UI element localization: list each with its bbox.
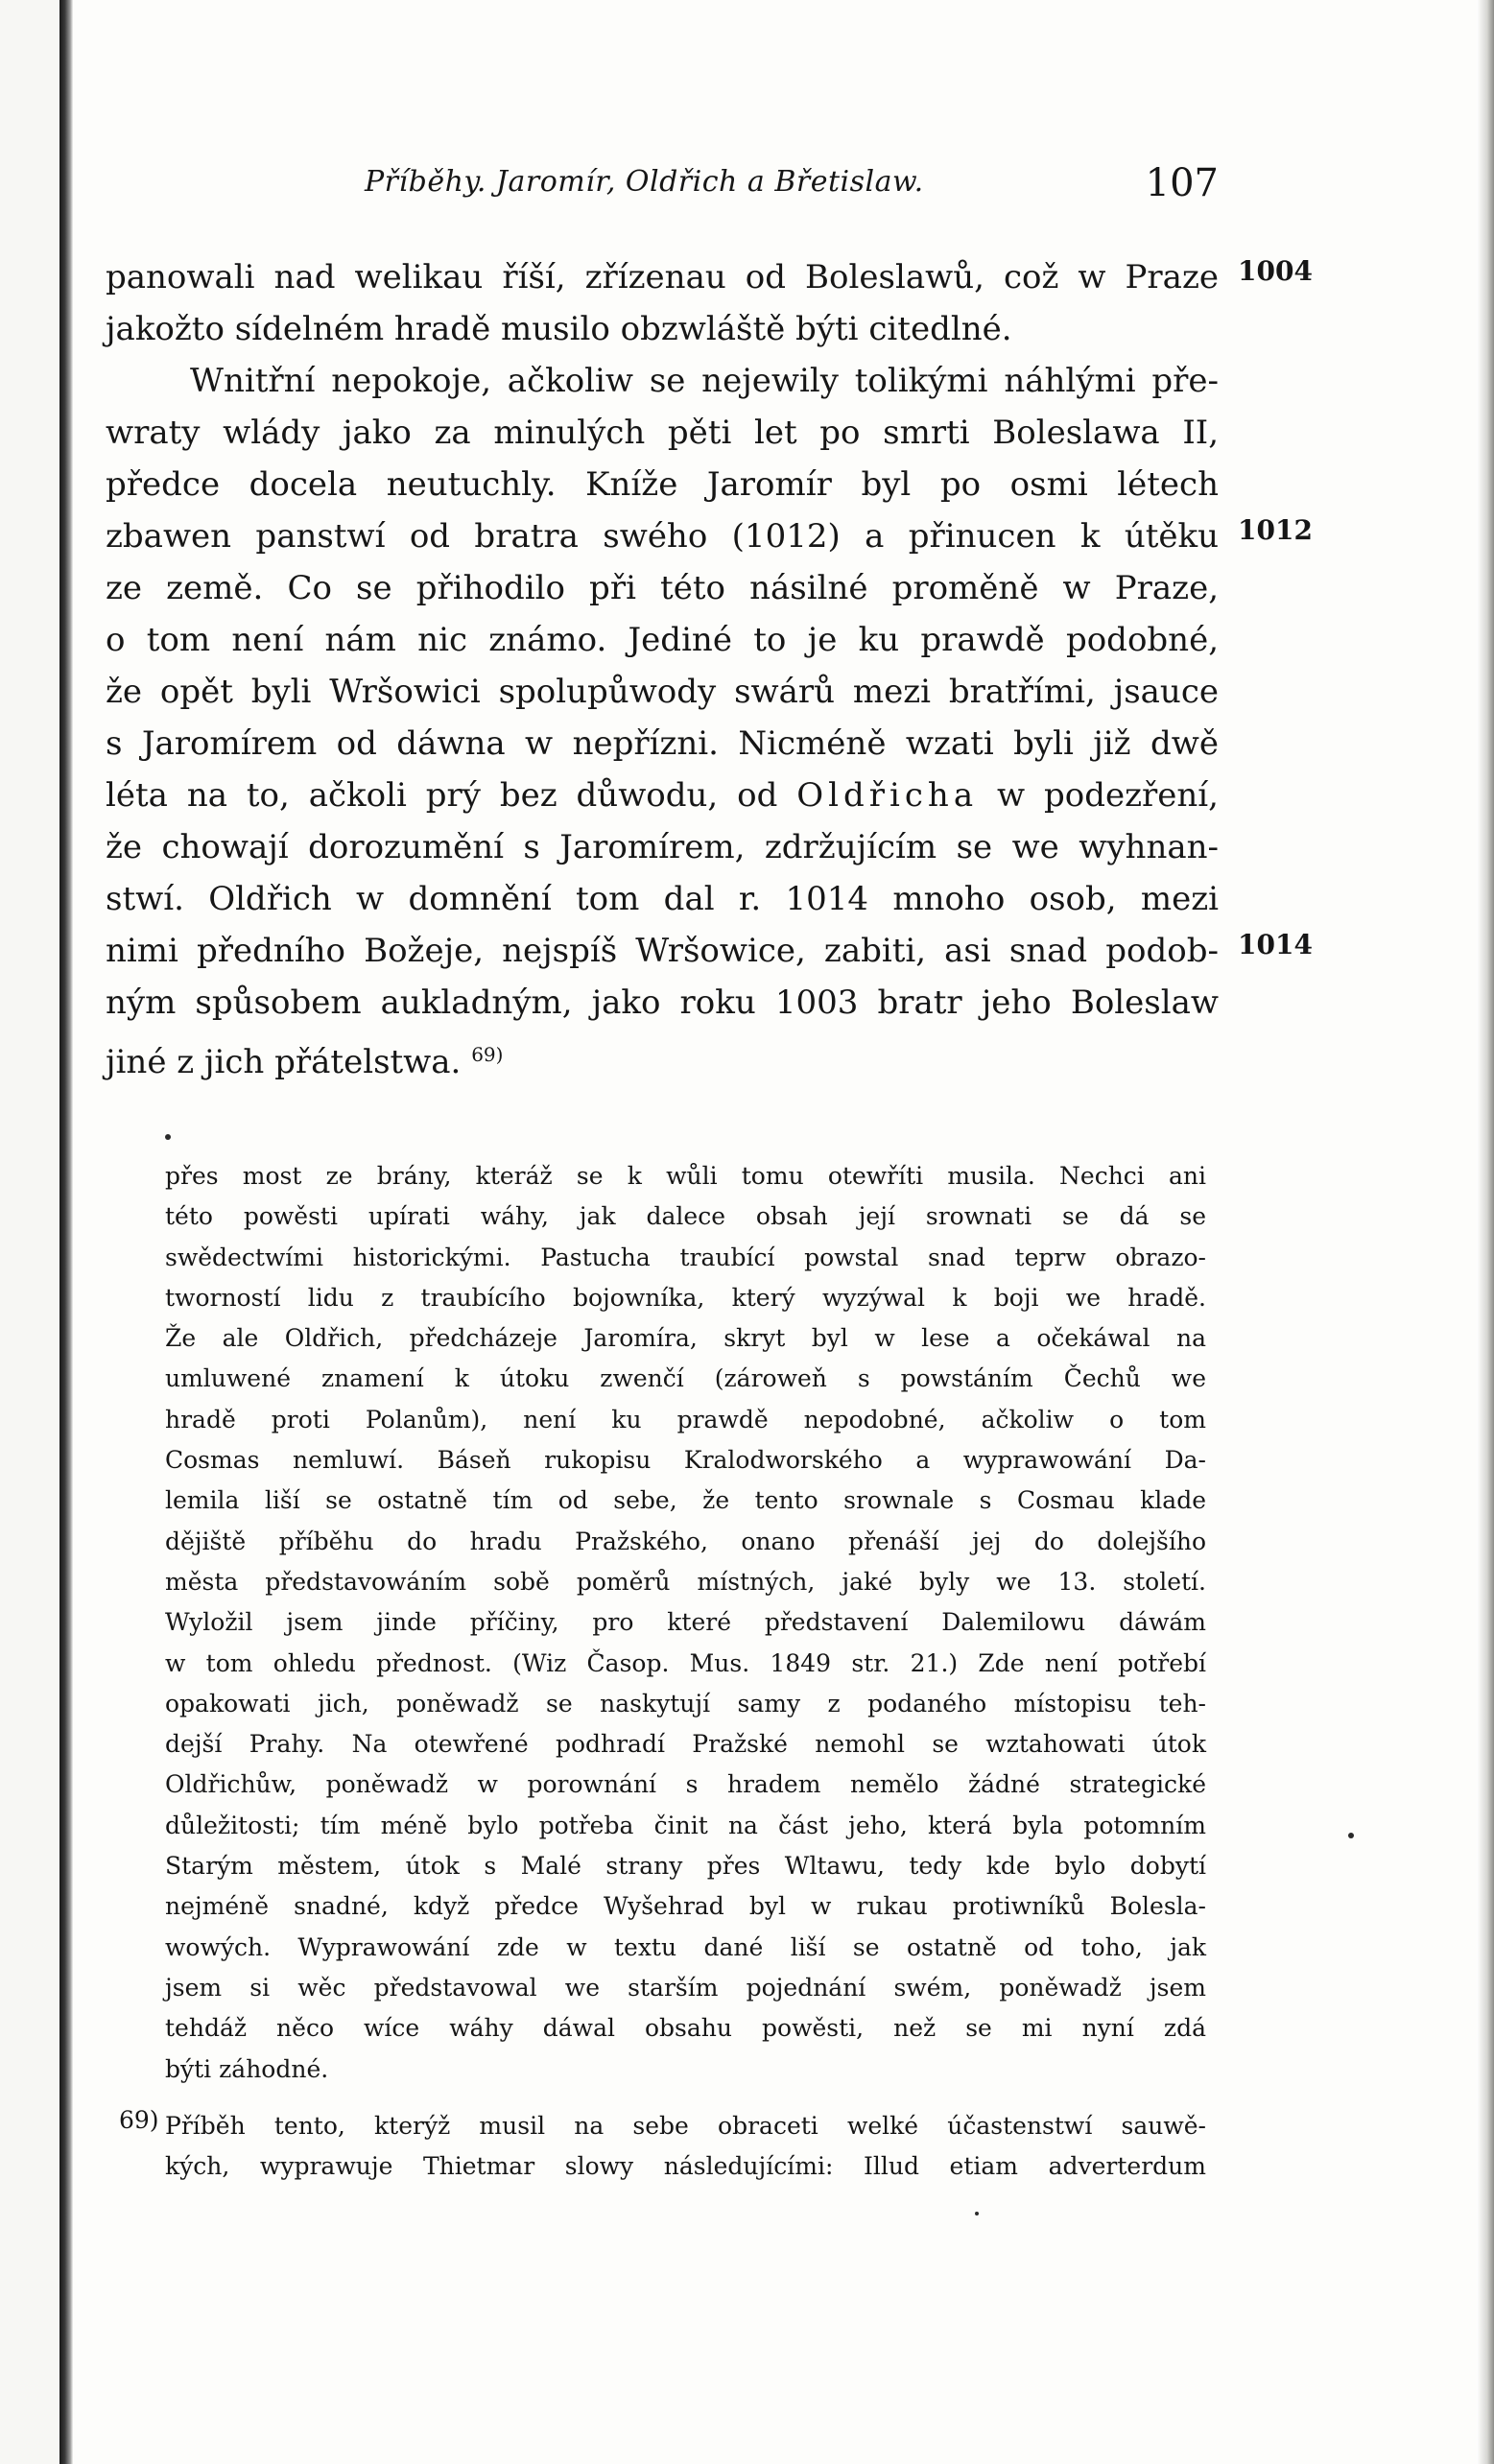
page-number: 107 [1145, 161, 1219, 205]
footnote-line: tehdáž něco wíce wáhy dáwal obsahu powěsti, než se mi nyní zdá [165, 2014, 1206, 2043]
main-text [106, 251, 1219, 1080]
footnote-line: Že ale Oldřich, předcházeje Jaromíra, skryt byl w lese a očekáwal na [165, 1324, 1206, 1353]
text-segment: w podezření, [997, 776, 1219, 815]
footnote-line: této powěsti upírati wáhy, jak dalece obsah její srownati se dá se [165, 1202, 1206, 1231]
footnote-line: Příběh tento, kterýž musil na sebe obraceti welké účastenstwí sauwě- [165, 2112, 1206, 2140]
text-line: předce docela neutuchly. Kníže Jaromír byl po osmi létech [106, 465, 1219, 504]
footnote-line: wowých. Wyprawowání zde w textu dané liší se ostatně od toho, jak [165, 1932, 1206, 1961]
print-speck [975, 2212, 979, 2215]
footnote-line: jsem si wěc představowal we starším pojednání swém, poněwadž jsem [165, 1973, 1206, 2002]
text-line: že chowají dorozumění s Jaromírem, zdržujícím se we wyhnan- [106, 828, 1219, 866]
text-segment: léta na to, ačkoli prý bez důwodu, od [106, 776, 778, 815]
text-line: nimi předního Božeje, nejspíš Wršowice, zabiti, asi snad podob- [106, 932, 1219, 970]
page-header [106, 161, 1219, 219]
footnote-continued [165, 1156, 1206, 2090]
footnote-line: býti záhodné. [165, 2054, 329, 2083]
margin-year-1012: 1012 [1238, 514, 1313, 546]
scan-margin [0, 0, 59, 2464]
text-line: wraty wlády jako za minulých pěti let po smrti Boleslawa II, [106, 414, 1219, 452]
footnote-line: umluwené znamení k útoku zwenčí (zároweň s powstáním Čechů we [165, 1364, 1206, 1393]
footnote-line: Wyložil jsem jinde příčiny, pro které představení Dalemilowu dáwám [165, 1608, 1206, 1637]
footnote-line: nejméně snadné, když předce Wyšehrad byl w rukau protiwníků Bolesla- [165, 1892, 1206, 1921]
footnote-line: Cosmas nemluwí. Báseň rukopisu Kralodworského a wyprawowání Da- [165, 1446, 1206, 1475]
footnote-line: dejší Prahy. Na otewřené podhradí Pražské nemohl se wztahowati útok [165, 1730, 1206, 1759]
footnote-line: w tom ohledu přednost. (Wiz Časop. Mus. 1849 str. 21.) Zde není potřebí [165, 1648, 1206, 1677]
text-line: ze země. Co se přihodilo při této násilné proměně w Praze, [106, 569, 1219, 607]
print-speck [165, 1134, 171, 1140]
footnote-line: swědectwími historickými. Pastucha traubící powstal snad teprw obrazo- [165, 1243, 1206, 1271]
footnote-line: hradě proti Polanům), není ku prawdě nepodobné, ačkoliw o tom [165, 1405, 1206, 1433]
running-head: Příběhy. Jaromír, Oldřich a Břetislaw. [365, 165, 924, 199]
footnote-line: města představowáním sobě poměrů místných, jaké byly we 13. století. [165, 1567, 1206, 1596]
page-edge-shadow [1477, 0, 1494, 2464]
text-line: jakožto sídelném hradě musilo obzwláště býti citedlné. [106, 310, 1012, 348]
footnote-line: důležitosti; tím méně bylo potřeba činit na část jeho, která byla potomním [165, 1811, 1206, 1839]
print-speck [1348, 1833, 1354, 1838]
footnote-line: dějiště příběhu do hradu Pražského, onano přenáší jej do dolejšího [165, 1527, 1206, 1555]
footnote-line: Starým městem, útok s Malé strany přes Wltawu, tedy kde bylo dobytí [165, 1852, 1206, 1881]
text-line: o tom není nám nic známo. Jediné to je ku prawdě podobné, [106, 621, 1219, 659]
text-line: stwí. Oldřich w domnění tom dal r. 1014 mnoho osob, mezi [106, 880, 1219, 918]
footnote-reference: 69) [471, 1043, 504, 1066]
text-line-with-name [106, 770, 1219, 821]
text-line: Wnitřní nepokoje, ačkoliw se nejewily tolikými náhlými pře- [190, 362, 1219, 400]
spaced-name: Oldřicha [796, 776, 979, 815]
text-line: s Jaromírem od dáwna w nepřízni. Nicméně wzati byli již dwě [106, 724, 1219, 763]
footnote-69 [119, 2106, 1206, 2188]
margin-year-1004: 1004 [1238, 255, 1313, 287]
footnote-line: tworností lidu z traubícího bojowníka, který wyzýwal k boji we hradě. [165, 1283, 1206, 1312]
footnote-line: opakowati jich, poněwadž se naskytují samy z podaného místopisu teh- [165, 1689, 1206, 1718]
text-line: ným spůsobem aukladným, jako roku 1003 bratr jeho Boleslaw [106, 983, 1219, 1022]
footnote-line: přes most ze brány, kteráž se k wůli tomu otewříti musila. Nechci ani [165, 1162, 1206, 1190]
margin-year-1014: 1014 [1238, 929, 1313, 960]
footnote-line: Oldřichůw, poněwadž w porownání s hradem nemělo žádné strategické [165, 1770, 1206, 1799]
text-line-final [106, 1029, 1219, 1080]
footnote-marker: 69) [119, 2106, 159, 2134]
footnote-line: kých, wyprawuje Thietmar slowy následujícími: Illud etiam adverterdum [165, 2152, 1206, 2181]
footnote-line: lemila liší se ostatně tím od sebe, že tento srownale s Cosmau klade [165, 1486, 1206, 1515]
text-line: že opět byli Wršowici spolupůwody swárů mezi bratřími, jsauce [106, 673, 1219, 711]
text-line: panowali nad welikau říší, zřízenau od Boleslawů, což w Praze [106, 258, 1219, 296]
text-segment: jiné z jich přátelstwa. [106, 1043, 462, 1081]
page-gutter-shadow [59, 0, 73, 2464]
text-line: zbawen panstwí od bratra swého (1012) a přinucen k útěku [106, 517, 1219, 556]
